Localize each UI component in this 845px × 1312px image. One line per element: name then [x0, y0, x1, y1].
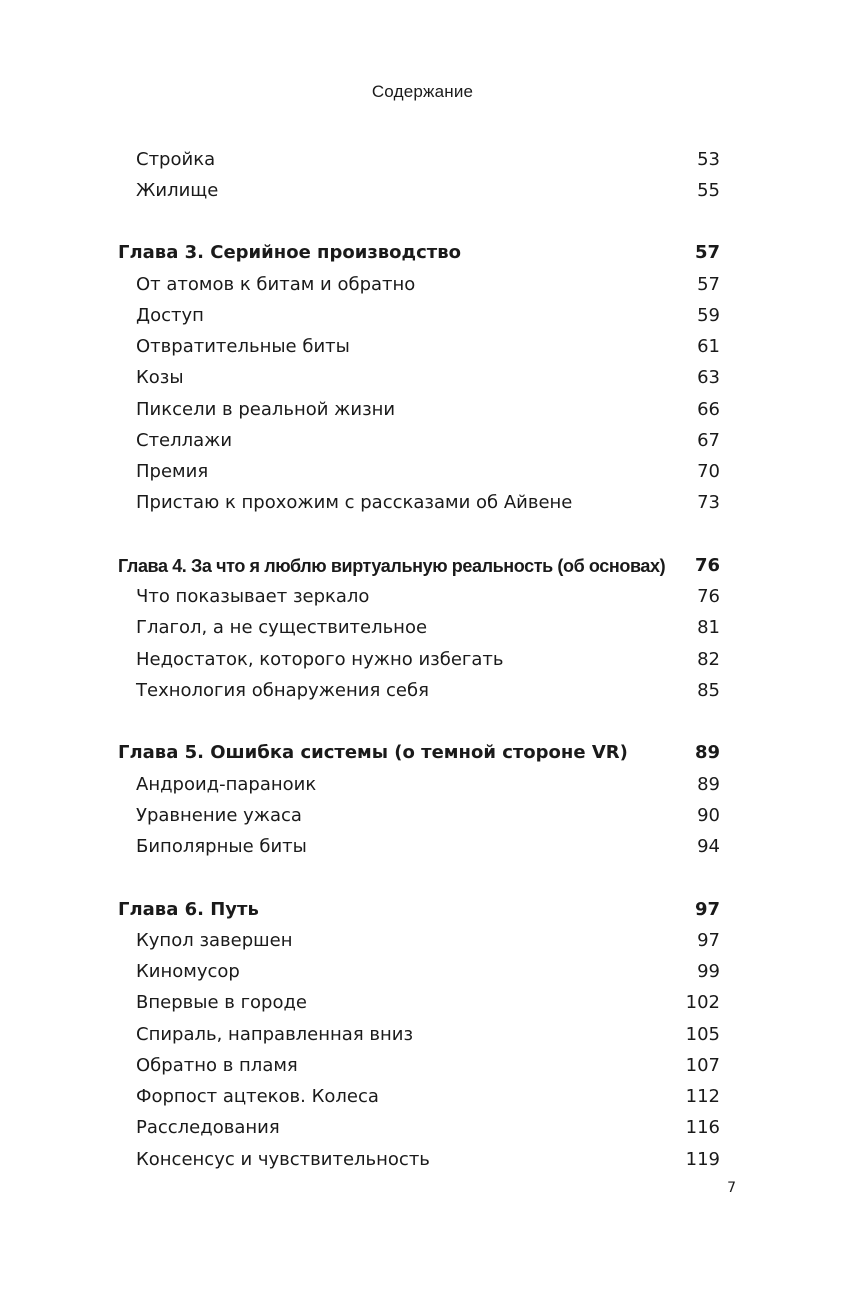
toc-entry-title: Впервые в городе [136, 992, 307, 1013]
toc-entry-title: Купол завершен [136, 930, 293, 951]
toc-entry[interactable] [118, 178, 720, 204]
toc-entry-title: Уравнение ужаса [136, 805, 302, 826]
toc-entry[interactable] [118, 678, 720, 704]
toc-chapter-title: Глава 3. Серийное производство [118, 242, 461, 263]
toc-entry-title: Обратно в пламя [136, 1055, 298, 1076]
toc-entry-page: 67 [697, 430, 720, 451]
toc-entry-page: 90 [697, 805, 720, 826]
toc-entry[interactable] [118, 990, 720, 1016]
toc-entry[interactable] [118, 365, 720, 391]
toc-chapter-title: Глава 5. Ошибка системы (о темной стороне VR) [118, 742, 628, 763]
toc-entry-page: 102 [685, 992, 720, 1013]
toc-entry-page: 85 [697, 680, 720, 701]
toc-entry[interactable] [118, 647, 720, 673]
toc-entry-title: Пристаю к прохожим с рассказами об Айвене [136, 492, 573, 513]
toc-entry[interactable] [118, 147, 720, 173]
toc-entry[interactable] [118, 615, 720, 641]
toc-entry-title: Технология обнаружения себя [136, 680, 429, 701]
toc-entry-page: 55 [697, 180, 720, 201]
toc-entry-page: 63 [697, 367, 720, 388]
toc-entry-page: 112 [685, 1086, 720, 1107]
toc-chapter-page: 76 [694, 555, 720, 576]
toc-entry-title: Что показывает зеркало [136, 586, 370, 607]
toc-entry[interactable] [118, 959, 720, 985]
toc-entry[interactable] [118, 772, 720, 798]
toc-entry-title: Киномусор [136, 961, 240, 982]
toc-entry-title: Андроид-параноик [136, 774, 317, 795]
toc-entry-page: 107 [685, 1055, 720, 1076]
toc-entry[interactable] [118, 803, 720, 829]
toc-chapter-page: 89 [694, 742, 720, 763]
toc-entry-page: 97 [697, 930, 720, 951]
toc-entry[interactable] [118, 490, 720, 516]
toc-chapter[interactable] [118, 553, 720, 579]
toc-entry-page: 66 [697, 399, 720, 420]
toc-entry-page: 94 [697, 836, 720, 857]
toc-entry-page: 116 [685, 1117, 720, 1138]
toc-entry[interactable] [118, 1053, 720, 1079]
toc-entry-title: Спираль, направленная вниз [136, 1024, 414, 1045]
toc-chapter-page: 57 [694, 242, 720, 263]
toc-entry-title: Глагол, а не существительное [136, 617, 428, 638]
toc-entry[interactable] [118, 928, 720, 954]
toc-entry-title: Расследования [136, 1117, 280, 1138]
toc-entry[interactable] [118, 334, 720, 360]
toc-chapter-title: Глава 6. Путь [118, 899, 259, 920]
toc-entry[interactable] [118, 428, 720, 454]
toc-entry[interactable] [118, 834, 720, 860]
toc-chapter[interactable] [118, 897, 720, 923]
toc-entry-page: 61 [697, 336, 720, 357]
toc-entry[interactable] [118, 397, 720, 423]
toc-entry-title: Премия [136, 461, 209, 482]
toc-entry-title: Пиксели в реальной жизни [136, 399, 396, 420]
toc-entry-page: 57 [697, 274, 720, 295]
toc-entry-page: 59 [697, 305, 720, 326]
toc-entry-page: 81 [697, 617, 720, 638]
page-number: 7 [727, 1180, 736, 1196]
toc-entry[interactable] [118, 303, 720, 329]
toc-entry-title: Отвратительные биты [136, 336, 350, 357]
toc-entry-title: Биполярные биты [136, 836, 307, 857]
toc-entry-title: Стеллажи [136, 430, 233, 451]
toc-entry[interactable] [118, 584, 720, 610]
toc-chapter-page: 97 [694, 899, 720, 920]
toc-entry-page: 105 [685, 1024, 720, 1045]
toc-entry-page: 73 [697, 492, 720, 513]
toc-chapter-title: Глава 4. За что я люблю виртуальную реальность (об основах) [118, 556, 666, 576]
toc-entry[interactable] [118, 1022, 720, 1048]
toc-entry[interactable] [118, 1084, 720, 1110]
toc-entry-page: 70 [697, 461, 720, 482]
toc-entry-title: Жилище [136, 180, 219, 201]
toc-entry-title: Козы [136, 367, 184, 388]
toc-entry-page: 89 [697, 774, 720, 795]
toc-entry[interactable] [118, 1115, 720, 1141]
toc-chapter[interactable] [118, 240, 720, 266]
toc-chapter[interactable] [118, 740, 720, 766]
toc-entry-title: От атомов к битам и обратно [136, 274, 416, 295]
toc-entry-page: 53 [697, 149, 720, 170]
toc-entry-title: Недостаток, которого нужно избегать [136, 649, 504, 670]
toc-entry-title: Консенсус и чувствительность [136, 1149, 430, 1170]
toc-entry[interactable] [118, 1147, 720, 1173]
toc-entry[interactable] [118, 459, 720, 485]
toc-entry-page: 99 [697, 961, 720, 982]
running-header: Содержание [371, 82, 474, 101]
toc-entry-title: Доступ [136, 305, 204, 326]
toc-entry-page: 76 [697, 586, 720, 607]
toc-entry[interactable] [118, 272, 720, 298]
toc-entry-page: 82 [697, 649, 720, 670]
toc-entry-title: Стройка [136, 149, 216, 170]
toc-entry-page: 119 [685, 1149, 720, 1170]
toc-entry-title: Форпост ацтеков. Колеса [136, 1086, 379, 1107]
